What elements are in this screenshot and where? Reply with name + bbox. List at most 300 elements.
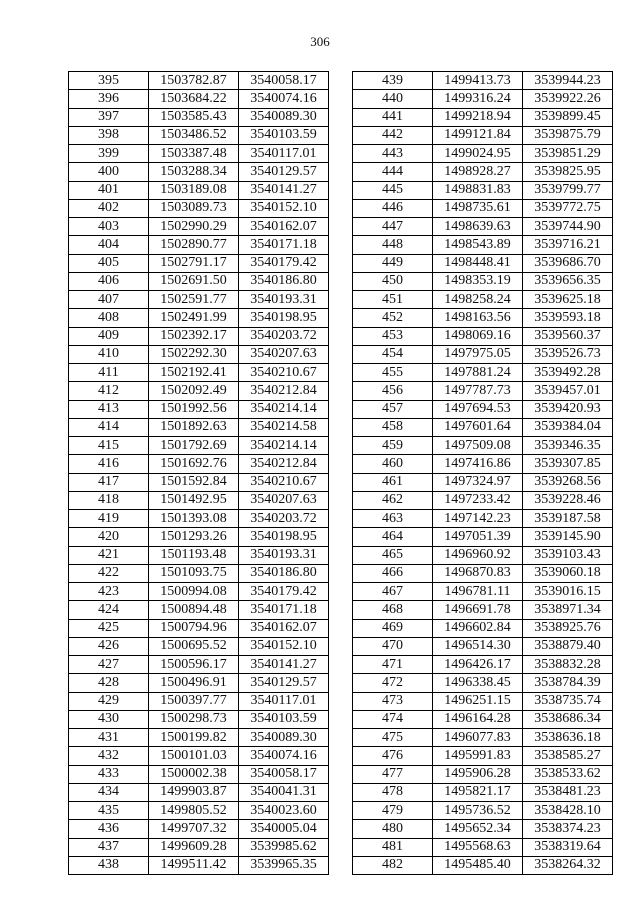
x-coordinate-cell: 1503782.87 — [149, 72, 239, 90]
x-coordinate-cell: 1501792.69 — [149, 437, 239, 455]
point-id-cell: 448 — [353, 236, 433, 254]
x-coordinate-cell: 1503486.52 — [149, 126, 239, 144]
x-coordinate-cell: 1503189.08 — [149, 181, 239, 199]
y-coordinate-cell: 3539145.90 — [523, 528, 613, 546]
y-coordinate-cell: 3540129.57 — [239, 674, 329, 692]
table-row — [353, 783, 613, 801]
coordinate-table-left — [68, 71, 329, 875]
y-coordinate-cell: 3540074.16 — [239, 747, 329, 765]
table-row — [69, 418, 329, 436]
x-coordinate-cell: 1496338.45 — [433, 674, 523, 692]
y-coordinate-cell: 3540103.59 — [239, 710, 329, 728]
point-id-cell: 445 — [353, 181, 433, 199]
point-id-cell: 455 — [353, 364, 433, 382]
y-coordinate-cell: 3538481.23 — [523, 783, 613, 801]
x-coordinate-cell: 1499121.84 — [433, 126, 523, 144]
table-row — [69, 400, 329, 418]
y-coordinate-cell: 3540207.63 — [239, 345, 329, 363]
y-coordinate-cell: 3540186.80 — [239, 564, 329, 582]
table-row — [69, 254, 329, 272]
x-coordinate-cell: 1500794.96 — [149, 619, 239, 637]
point-id-cell: 450 — [353, 272, 433, 290]
x-coordinate-cell: 1498543.89 — [433, 236, 523, 254]
table-row — [69, 820, 329, 838]
x-coordinate-cell: 1496960.92 — [433, 546, 523, 564]
point-id-cell: 397 — [69, 108, 149, 126]
x-coordinate-cell: 1496514.30 — [433, 637, 523, 655]
y-coordinate-cell: 3540089.30 — [239, 108, 329, 126]
point-id-cell: 479 — [353, 802, 433, 820]
x-coordinate-cell: 1499024.95 — [433, 145, 523, 163]
x-coordinate-cell: 1495906.28 — [433, 765, 523, 783]
point-id-cell: 449 — [353, 254, 433, 272]
x-coordinate-cell: 1501093.75 — [149, 564, 239, 582]
table-row — [353, 564, 613, 582]
y-coordinate-cell: 3538686.34 — [523, 710, 613, 728]
table-row — [353, 528, 613, 546]
x-coordinate-cell: 1500298.73 — [149, 710, 239, 728]
point-id-cell: 456 — [353, 382, 433, 400]
y-coordinate-cell: 3539922.26 — [523, 90, 613, 108]
y-coordinate-cell: 3538374.23 — [523, 820, 613, 838]
x-coordinate-cell: 1496077.83 — [433, 729, 523, 747]
point-id-cell: 465 — [353, 546, 433, 564]
x-coordinate-cell: 1502392.17 — [149, 327, 239, 345]
table-row — [353, 455, 613, 473]
x-coordinate-cell: 1499316.24 — [433, 90, 523, 108]
point-id-cell: 415 — [69, 437, 149, 455]
y-coordinate-cell: 3539772.75 — [523, 199, 613, 217]
table-row — [353, 491, 613, 509]
point-id-cell: 432 — [69, 747, 149, 765]
table-row — [69, 838, 329, 856]
x-coordinate-cell: 1500496.91 — [149, 674, 239, 692]
point-id-cell: 433 — [69, 765, 149, 783]
table-row — [353, 601, 613, 619]
x-coordinate-cell: 1498258.24 — [433, 291, 523, 309]
y-coordinate-cell: 3540193.31 — [239, 546, 329, 564]
x-coordinate-cell: 1500994.08 — [149, 583, 239, 601]
y-coordinate-cell: 3539268.56 — [523, 473, 613, 491]
table-row — [353, 108, 613, 126]
x-coordinate-cell: 1502491.99 — [149, 309, 239, 327]
table-row — [353, 291, 613, 309]
y-coordinate-cell: 3540005.04 — [239, 820, 329, 838]
x-coordinate-cell: 1501592.84 — [149, 473, 239, 491]
point-id-cell: 442 — [353, 126, 433, 144]
y-coordinate-cell: 3539625.18 — [523, 291, 613, 309]
x-coordinate-cell: 1497694.53 — [433, 400, 523, 418]
table-row — [69, 546, 329, 564]
point-id-cell: 416 — [69, 455, 149, 473]
x-coordinate-cell: 1495652.34 — [433, 820, 523, 838]
table-row — [69, 236, 329, 254]
point-id-cell: 473 — [353, 692, 433, 710]
point-id-cell: 429 — [69, 692, 149, 710]
point-id-cell: 434 — [69, 783, 149, 801]
table-row — [69, 473, 329, 491]
point-id-cell: 413 — [69, 400, 149, 418]
x-coordinate-cell: 1497787.73 — [433, 382, 523, 400]
point-id-cell: 418 — [69, 491, 149, 509]
y-coordinate-cell: 3540171.18 — [239, 236, 329, 254]
table-row — [69, 291, 329, 309]
point-id-cell: 470 — [353, 637, 433, 655]
point-id-cell: 422 — [69, 564, 149, 582]
point-id-cell: 463 — [353, 510, 433, 528]
y-coordinate-cell: 3538784.39 — [523, 674, 613, 692]
x-coordinate-cell: 1500695.52 — [149, 637, 239, 655]
x-coordinate-cell: 1502791.17 — [149, 254, 239, 272]
y-coordinate-cell: 3539103.43 — [523, 546, 613, 564]
coordinate-table-left-body — [69, 72, 329, 875]
table-row — [69, 747, 329, 765]
table-row — [69, 601, 329, 619]
table-row — [69, 583, 329, 601]
point-id-cell: 411 — [69, 364, 149, 382]
table-row — [69, 710, 329, 728]
y-coordinate-cell: 3540058.17 — [239, 765, 329, 783]
table-row — [353, 437, 613, 455]
y-coordinate-cell: 3540214.14 — [239, 437, 329, 455]
x-coordinate-cell: 1501492.95 — [149, 491, 239, 509]
table-row — [69, 528, 329, 546]
point-id-cell: 406 — [69, 272, 149, 290]
x-coordinate-cell: 1499413.73 — [433, 72, 523, 90]
point-id-cell: 478 — [353, 783, 433, 801]
table-row — [69, 729, 329, 747]
point-id-cell: 420 — [69, 528, 149, 546]
table-row — [69, 126, 329, 144]
x-coordinate-cell: 1497881.24 — [433, 364, 523, 382]
table-row — [353, 856, 613, 874]
point-id-cell: 441 — [353, 108, 433, 126]
y-coordinate-cell: 3540117.01 — [239, 692, 329, 710]
x-coordinate-cell: 1501193.48 — [149, 546, 239, 564]
table-row — [353, 199, 613, 217]
table-row — [69, 345, 329, 363]
point-id-cell: 438 — [69, 856, 149, 874]
y-coordinate-cell: 3540198.95 — [239, 309, 329, 327]
x-coordinate-cell: 1499218.94 — [433, 108, 523, 126]
table-row — [69, 199, 329, 217]
x-coordinate-cell: 1497233.42 — [433, 491, 523, 509]
y-coordinate-cell: 3539560.37 — [523, 327, 613, 345]
point-id-cell: 474 — [353, 710, 433, 728]
y-coordinate-cell: 3539228.46 — [523, 491, 613, 509]
x-coordinate-cell: 1498163.56 — [433, 309, 523, 327]
y-coordinate-cell: 3539825.95 — [523, 163, 613, 181]
x-coordinate-cell: 1498735.61 — [433, 199, 523, 217]
point-id-cell: 468 — [353, 601, 433, 619]
table-row — [69, 108, 329, 126]
table-row — [69, 856, 329, 874]
x-coordinate-cell: 1498639.63 — [433, 218, 523, 236]
point-id-cell: 458 — [353, 418, 433, 436]
x-coordinate-cell: 1500596.17 — [149, 656, 239, 674]
table-row — [353, 619, 613, 637]
y-coordinate-cell: 3539965.35 — [239, 856, 329, 874]
point-id-cell: 476 — [353, 747, 433, 765]
x-coordinate-cell: 1495485.40 — [433, 856, 523, 874]
table-row — [353, 72, 613, 90]
point-id-cell: 481 — [353, 838, 433, 856]
point-id-cell: 427 — [69, 656, 149, 674]
y-coordinate-cell: 3540207.63 — [239, 491, 329, 509]
table-row — [353, 546, 613, 564]
point-id-cell: 466 — [353, 564, 433, 582]
x-coordinate-cell: 1502890.77 — [149, 236, 239, 254]
y-coordinate-cell: 3539944.23 — [523, 72, 613, 90]
point-id-cell: 425 — [69, 619, 149, 637]
table-row — [353, 145, 613, 163]
table-row — [69, 364, 329, 382]
table-row — [353, 218, 613, 236]
table-row — [353, 674, 613, 692]
point-id-cell: 477 — [353, 765, 433, 783]
point-id-cell: 404 — [69, 236, 149, 254]
x-coordinate-cell: 1497975.05 — [433, 345, 523, 363]
point-id-cell: 424 — [69, 601, 149, 619]
y-coordinate-cell: 3538585.27 — [523, 747, 613, 765]
point-id-cell: 428 — [69, 674, 149, 692]
y-coordinate-cell: 3539686.70 — [523, 254, 613, 272]
point-id-cell: 446 — [353, 199, 433, 217]
table-row — [69, 163, 329, 181]
y-coordinate-cell: 3540074.16 — [239, 90, 329, 108]
x-coordinate-cell: 1501892.63 — [149, 418, 239, 436]
point-id-cell: 399 — [69, 145, 149, 163]
point-id-cell: 423 — [69, 583, 149, 601]
table-row — [69, 564, 329, 582]
x-coordinate-cell: 1501992.56 — [149, 400, 239, 418]
y-coordinate-cell: 3540141.27 — [239, 656, 329, 674]
y-coordinate-cell: 3540023.60 — [239, 802, 329, 820]
y-coordinate-cell: 3540193.31 — [239, 291, 329, 309]
y-coordinate-cell: 3539899.45 — [523, 108, 613, 126]
table-row — [69, 382, 329, 400]
table-row — [69, 90, 329, 108]
point-id-cell: 471 — [353, 656, 433, 674]
point-id-cell: 454 — [353, 345, 433, 363]
table-row — [69, 619, 329, 637]
table-row — [69, 637, 329, 655]
x-coordinate-cell: 1495991.83 — [433, 747, 523, 765]
x-coordinate-cell: 1502192.41 — [149, 364, 239, 382]
point-id-cell: 407 — [69, 291, 149, 309]
point-id-cell: 419 — [69, 510, 149, 528]
y-coordinate-cell: 3540152.10 — [239, 637, 329, 655]
x-coordinate-cell: 1496870.83 — [433, 564, 523, 582]
table-row — [353, 254, 613, 272]
table-row — [353, 510, 613, 528]
table-row — [69, 218, 329, 236]
point-id-cell: 421 — [69, 546, 149, 564]
x-coordinate-cell: 1496426.17 — [433, 656, 523, 674]
x-coordinate-cell: 1497509.08 — [433, 437, 523, 455]
x-coordinate-cell: 1502691.50 — [149, 272, 239, 290]
point-id-cell: 482 — [353, 856, 433, 874]
point-id-cell: 414 — [69, 418, 149, 436]
y-coordinate-cell: 3538735.74 — [523, 692, 613, 710]
x-coordinate-cell: 1498928.27 — [433, 163, 523, 181]
y-coordinate-cell: 3538533.62 — [523, 765, 613, 783]
y-coordinate-cell: 3540210.67 — [239, 473, 329, 491]
x-coordinate-cell: 1497051.39 — [433, 528, 523, 546]
x-coordinate-cell: 1496691.78 — [433, 601, 523, 619]
table-row — [353, 838, 613, 856]
table-row — [353, 400, 613, 418]
x-coordinate-cell: 1503684.22 — [149, 90, 239, 108]
point-id-cell: 480 — [353, 820, 433, 838]
x-coordinate-cell: 1496251.15 — [433, 692, 523, 710]
table-row — [69, 656, 329, 674]
point-id-cell: 398 — [69, 126, 149, 144]
table-row — [353, 90, 613, 108]
point-id-cell: 452 — [353, 309, 433, 327]
point-id-cell: 395 — [69, 72, 149, 90]
y-coordinate-cell: 3539744.90 — [523, 218, 613, 236]
y-coordinate-cell: 3540152.10 — [239, 199, 329, 217]
x-coordinate-cell: 1496164.28 — [433, 710, 523, 728]
point-id-cell: 464 — [353, 528, 433, 546]
table-row — [69, 491, 329, 509]
x-coordinate-cell: 1502990.29 — [149, 218, 239, 236]
table-row — [69, 692, 329, 710]
y-coordinate-cell: 3540203.72 — [239, 327, 329, 345]
x-coordinate-cell: 1498069.16 — [433, 327, 523, 345]
y-coordinate-cell: 3539384.04 — [523, 418, 613, 436]
x-coordinate-cell: 1503585.43 — [149, 108, 239, 126]
y-coordinate-cell: 3539526.73 — [523, 345, 613, 363]
point-id-cell: 435 — [69, 802, 149, 820]
x-coordinate-cell: 1499707.32 — [149, 820, 239, 838]
x-coordinate-cell: 1502292.30 — [149, 345, 239, 363]
point-id-cell: 440 — [353, 90, 433, 108]
x-coordinate-cell: 1498353.19 — [433, 272, 523, 290]
x-coordinate-cell: 1501692.76 — [149, 455, 239, 473]
x-coordinate-cell: 1500397.77 — [149, 692, 239, 710]
table-row — [353, 272, 613, 290]
y-coordinate-cell: 3539593.18 — [523, 309, 613, 327]
x-coordinate-cell: 1499805.52 — [149, 802, 239, 820]
table-row — [353, 747, 613, 765]
x-coordinate-cell: 1495736.52 — [433, 802, 523, 820]
x-coordinate-cell: 1500894.48 — [149, 601, 239, 619]
y-coordinate-cell: 3539875.79 — [523, 126, 613, 144]
table-row — [69, 309, 329, 327]
y-coordinate-cell: 3540203.72 — [239, 510, 329, 528]
table-row — [353, 820, 613, 838]
y-coordinate-cell: 3540179.42 — [239, 583, 329, 601]
x-coordinate-cell: 1500101.03 — [149, 747, 239, 765]
y-coordinate-cell: 3539492.28 — [523, 364, 613, 382]
x-coordinate-cell: 1496781.11 — [433, 583, 523, 601]
point-id-cell: 443 — [353, 145, 433, 163]
y-coordinate-cell: 3539656.35 — [523, 272, 613, 290]
y-coordinate-cell: 3538319.64 — [523, 838, 613, 856]
y-coordinate-cell: 3538428.10 — [523, 802, 613, 820]
x-coordinate-cell: 1496602.84 — [433, 619, 523, 637]
table-row — [353, 126, 613, 144]
y-coordinate-cell: 3539457.01 — [523, 382, 613, 400]
table-row — [353, 802, 613, 820]
y-coordinate-cell: 3540179.42 — [239, 254, 329, 272]
x-coordinate-cell: 1499511.42 — [149, 856, 239, 874]
y-coordinate-cell: 3540212.84 — [239, 455, 329, 473]
table-row — [69, 455, 329, 473]
y-coordinate-cell: 3540058.17 — [239, 72, 329, 90]
table-row — [353, 364, 613, 382]
point-id-cell: 467 — [353, 583, 433, 601]
point-id-cell: 459 — [353, 437, 433, 455]
y-coordinate-cell: 3540210.67 — [239, 364, 329, 382]
table-row — [69, 327, 329, 345]
point-id-cell: 451 — [353, 291, 433, 309]
x-coordinate-cell: 1501293.26 — [149, 528, 239, 546]
table-row — [353, 692, 613, 710]
table-row — [69, 72, 329, 90]
y-coordinate-cell: 3539716.21 — [523, 236, 613, 254]
point-id-cell: 460 — [353, 455, 433, 473]
point-id-cell: 410 — [69, 345, 149, 363]
point-id-cell: 405 — [69, 254, 149, 272]
x-coordinate-cell: 1503089.73 — [149, 199, 239, 217]
table-row — [69, 181, 329, 199]
y-coordinate-cell: 3540212.84 — [239, 382, 329, 400]
table-row — [69, 765, 329, 783]
table-row — [353, 765, 613, 783]
y-coordinate-cell: 3540103.59 — [239, 126, 329, 144]
x-coordinate-cell: 1503387.48 — [149, 145, 239, 163]
y-coordinate-cell: 3539851.29 — [523, 145, 613, 163]
point-id-cell: 444 — [353, 163, 433, 181]
coordinate-table-right-body — [353, 72, 613, 875]
x-coordinate-cell: 1497142.23 — [433, 510, 523, 528]
table-row — [353, 181, 613, 199]
x-coordinate-cell: 1498448.41 — [433, 254, 523, 272]
point-id-cell: 408 — [69, 309, 149, 327]
table-row — [69, 510, 329, 528]
x-coordinate-cell: 1498831.83 — [433, 181, 523, 199]
point-id-cell: 426 — [69, 637, 149, 655]
coordinate-table-right — [352, 71, 613, 875]
table-row — [69, 145, 329, 163]
point-id-cell: 472 — [353, 674, 433, 692]
table-row — [353, 583, 613, 601]
x-coordinate-cell: 1495821.17 — [433, 783, 523, 801]
table-row — [353, 656, 613, 674]
point-id-cell: 439 — [353, 72, 433, 90]
page-number: 306 — [310, 34, 330, 49]
y-coordinate-cell: 3540089.30 — [239, 729, 329, 747]
x-coordinate-cell: 1497324.97 — [433, 473, 523, 491]
x-coordinate-cell: 1501393.08 — [149, 510, 239, 528]
table-row — [353, 327, 613, 345]
x-coordinate-cell: 1502591.77 — [149, 291, 239, 309]
table-row — [69, 272, 329, 290]
point-id-cell: 461 — [353, 473, 433, 491]
table-row — [353, 163, 613, 181]
point-id-cell: 409 — [69, 327, 149, 345]
point-id-cell: 401 — [69, 181, 149, 199]
x-coordinate-cell: 1502092.49 — [149, 382, 239, 400]
y-coordinate-cell: 3538832.28 — [523, 656, 613, 674]
y-coordinate-cell: 3538971.34 — [523, 601, 613, 619]
table-row — [353, 382, 613, 400]
y-coordinate-cell: 3538636.18 — [523, 729, 613, 747]
point-id-cell: 453 — [353, 327, 433, 345]
